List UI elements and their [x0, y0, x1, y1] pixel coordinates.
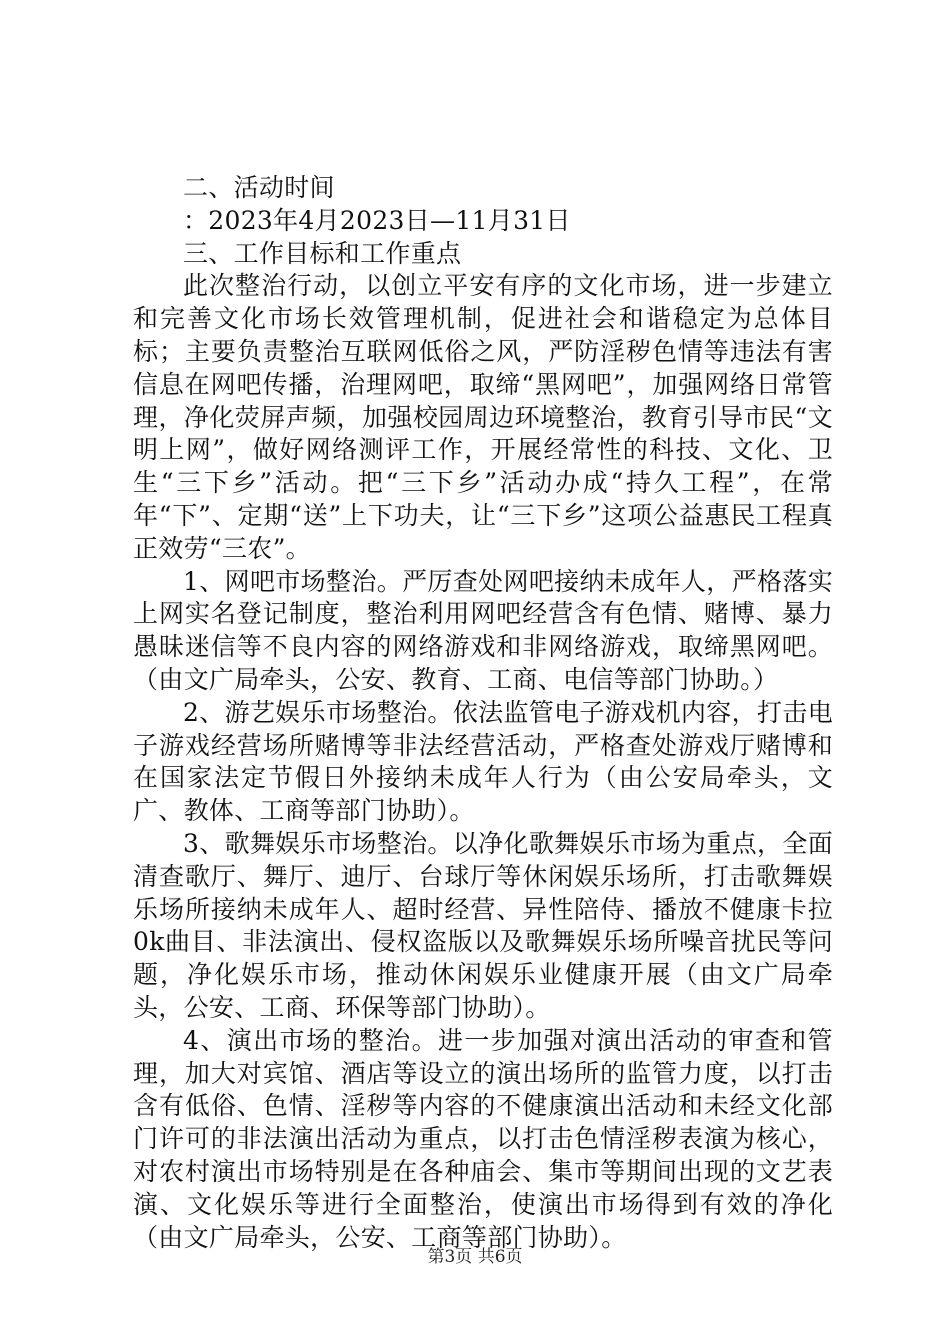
section-heading-goals: 三、工作目标和工作重点: [183, 238, 462, 268]
page-number: 第3页 共6页: [427, 1247, 523, 1267]
activity-time-line: ：2023年4月2023日—11月31日: [183, 205, 571, 235]
page-footer: [0, 1242, 950, 1267]
item-arcade: 2、游艺娱乐市场整治。依法监管电子游戏机内容，打击电子游戏经营场所赌博等非法经营活动，严格查处游戏厅赌博和在国家法定节假日外接纳未成年人行为（由公安局牵头，文广、教体、工商等部门协助）。: [133, 697, 833, 826]
section-heading-activity-time: 二、活动时间: [183, 173, 335, 202]
item-karaoke: 3、歌舞娱乐市场整治。以净化歌舞娱乐市场为重点，全面清查歌厅、舞厅、迪厅、台球厅等休闲娱乐场所，打击歌舞娱乐场所接纳未成年人、超时经营、异性陪侍、播放不健康卡拉0k曲目、非法演出、侵权盗版以及歌舞娱乐场所噪音扰民等问题，净化娱乐市场，推动休闲娱乐业健康开展（由文广局牵头，公安、工商、环保等部门协助）。: [133, 828, 833, 1022]
item-internet-cafe: 1、网吧市场整治。严厉查处网吧接纳未成年人，严格落实上网实名登记制度，整治利用网吧经营含有色情、赌博、暴力愚昧迷信等不良内容的网络游戏和非网络游戏，取缔黑网吧。（由文广局牵头，公安、教育、工商、电信等部门协助。）: [133, 566, 833, 694]
document-body: [133, 172, 833, 1254]
item-performance: 4、演出市场的整治。进一步加强对演出活动的审查和管理，加大对宾馆、酒店等设立的演出场所的监管力度，以打击含有低俗、色情、淫秽等内容的不健康演出活动和未经文化部门许可的非法演出活动为重点，以打击色情淫秽表演为核心，对农村演出市场特别是在各种庙会、集市等期间出现的文艺表演、文化娱乐等进行全面整治，使演出市场得到有效的净化（由文广局牵头，公安、工商等部门协助）。: [133, 1025, 833, 1252]
intro-paragraph: 此次整治行动，以创立平安有序的文化市场，进一步建立和完善文化市场长效管理机制，促进社会和谐稳定为总体目标；主要负责整治互联网低俗之风，严防淫秽色情等违法有害信息在网吧传播，治理网吧，取缔“黑网吧”，加强网络日常管理，净化荧屏声频，加强校园周边环境整治，教育引导市民“文明上网”，做好网络测评工作，开展经常性的科技、文化、卫生“三下乡”活动。把“三下乡”活动办成“持久工程”，在常年“下”、定期“送”上下功夫，让“三下乡”这项公益惠民工程真正效劳“三农”。: [133, 271, 833, 563]
